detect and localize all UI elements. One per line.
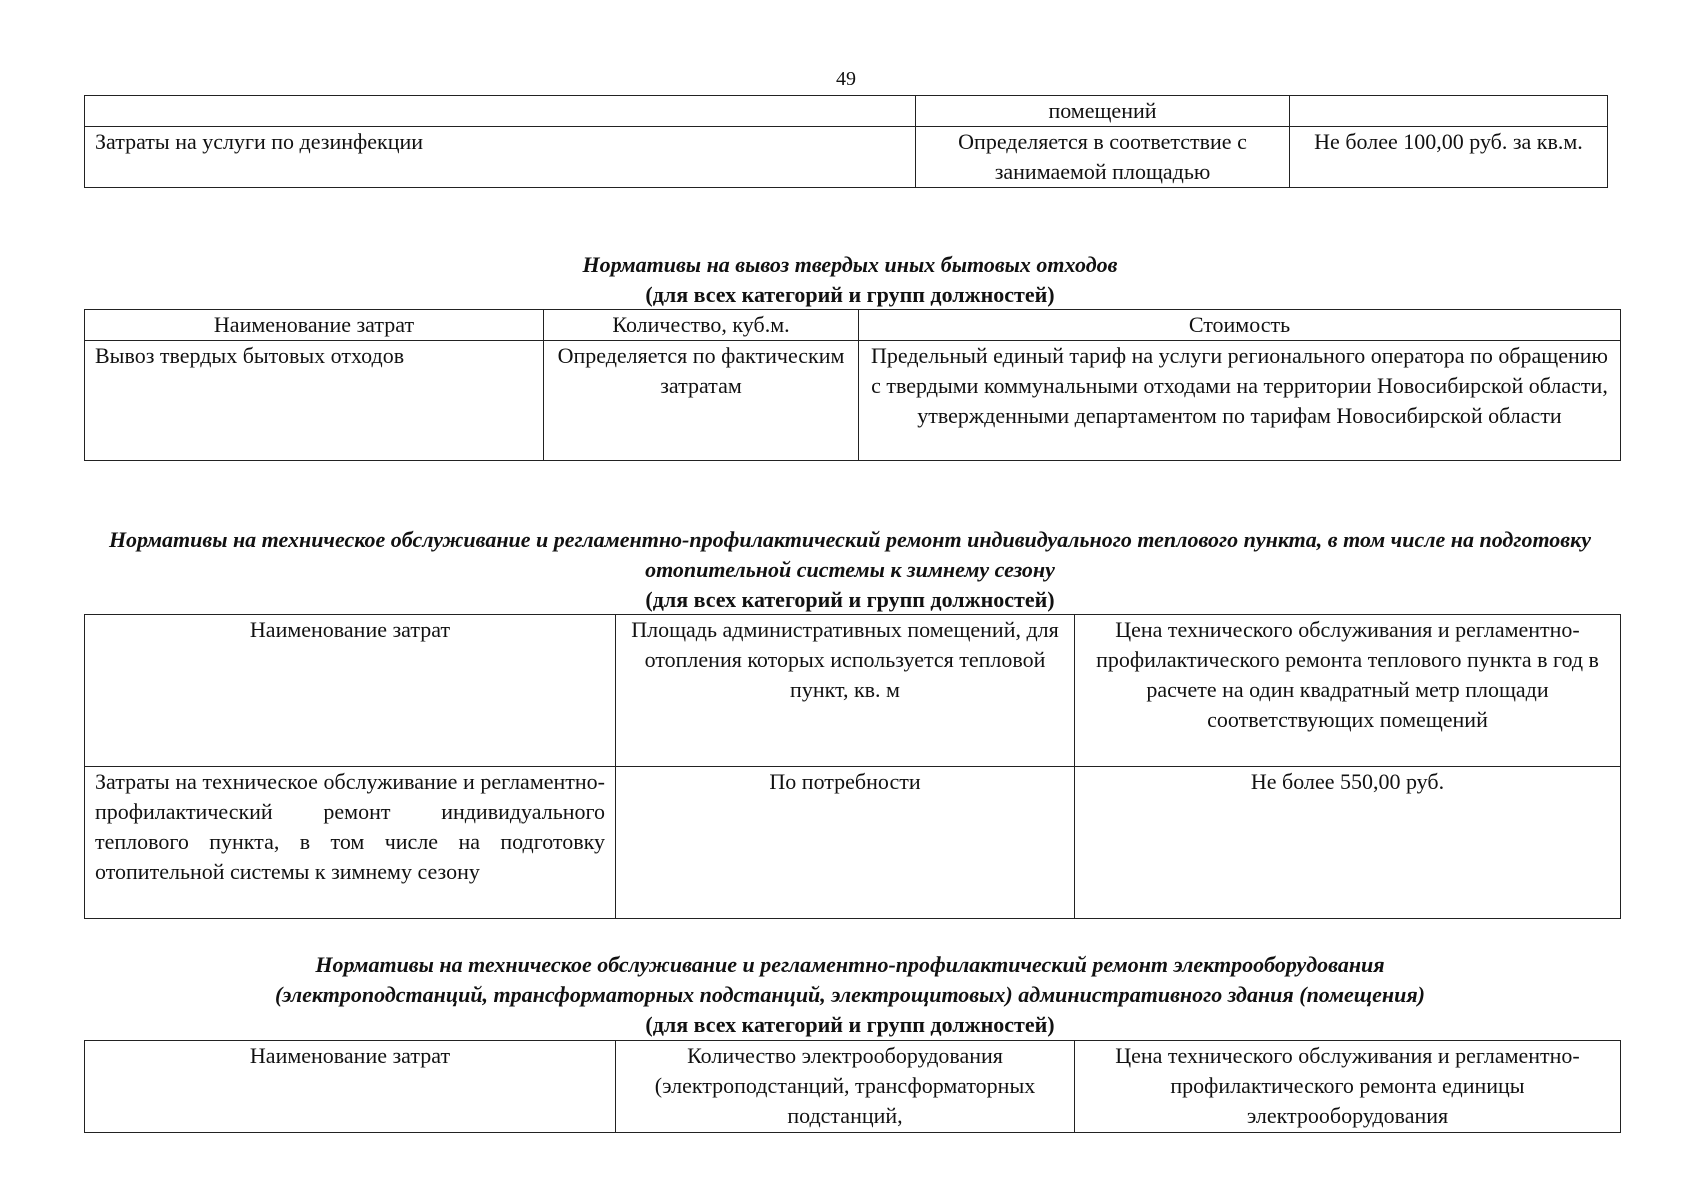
column-header: Цена технического обслуживания и регламентно-профилактического ремонта теплового пункта в год в расчете на один квадратный метр площади соответствующих помещений — [1075, 615, 1621, 767]
table-header-row — [85, 310, 1621, 341]
column-header: Наименование затрат — [85, 615, 616, 767]
page-number: 49 — [836, 68, 856, 90]
table-row — [85, 127, 1608, 188]
column-header: Наименование затрат — [85, 1041, 616, 1133]
table-cell: Определяется в соответствие с занимаемой площадью — [916, 127, 1290, 188]
section-heading — [84, 950, 1616, 1040]
column-header: Цена технического обслуживания и регламентно-профилактического ремонта единицы электрооборудования — [1075, 1041, 1621, 1133]
column-header: Наименование затрат — [85, 310, 544, 341]
table-cell: Не более 550,00 руб. — [1075, 767, 1621, 919]
disinfection-table — [84, 95, 1608, 188]
table-cell: помещений — [916, 96, 1290, 127]
table-cell: Затраты на услуги по дезинфекции — [85, 127, 916, 188]
table-cell: Определяется по фактическим затратам — [544, 341, 859, 461]
table-cell: Затраты на техническое обслуживание и регламентно-профилактический ремонт индивидуального теплового пункта, в том числе на подготовку отопительной системы к зимнему сезону — [85, 767, 616, 919]
table-row — [85, 767, 1621, 919]
table-cell: Предельный единый тариф на услуги регионального оператора по обращению с твердыми коммунальными отходами на территории Новосибирской области, утвержденными департаментом по тарифам Новосибирской области — [859, 341, 1621, 461]
section-heading — [84, 525, 1616, 615]
table-header-row — [85, 1041, 1621, 1133]
section-title: Нормативы на вывоз твердых иных бытовых отходов — [582, 252, 1118, 277]
column-header: Стоимость — [859, 310, 1621, 341]
section-subtitle: (для всех категорий и групп должностей) — [645, 282, 1055, 307]
section-title: Нормативы на техническое обслуживание и регламентно-профилактический ремонт электрооборудования (электроподстанций, трансформаторных подстанций, электрощитовых) административного здания (помещения) — [274, 952, 1426, 1007]
waste-removal-table — [84, 309, 1621, 461]
table-cell: Вывоз твердых бытовых отходов — [85, 341, 544, 461]
table-cell — [85, 96, 916, 127]
column-header: Количество, куб.м. — [544, 310, 859, 341]
table-row — [85, 341, 1621, 461]
section-subtitle: (для всех категорий и групп должностей) — [645, 587, 1055, 612]
table-cell — [1290, 96, 1608, 127]
column-header: Площадь административных помещений, для отопления которых используется тепловой пункт, кв. м — [616, 615, 1075, 767]
heat-point-table — [84, 614, 1621, 919]
section-heading — [84, 250, 1616, 310]
section-title: Нормативы на техническое обслуживание и регламентно-профилактический ремонт индивидуального теплового пункта, в том числе на подготовку отопительной системы к зимнему сезону — [108, 527, 1592, 582]
table-header-row — [85, 615, 1621, 767]
electrical-equipment-table — [84, 1040, 1621, 1133]
table-cell: По потребности — [616, 767, 1075, 919]
section-subtitle: (для всех категорий и групп должностей) — [645, 1012, 1055, 1037]
table-row — [85, 96, 1608, 127]
table-cell: Не более 100,00 руб. за кв.м. — [1290, 127, 1608, 188]
column-header: Количество электрооборудования (электроподстанций, трансформаторных подстанций, — [616, 1041, 1075, 1133]
